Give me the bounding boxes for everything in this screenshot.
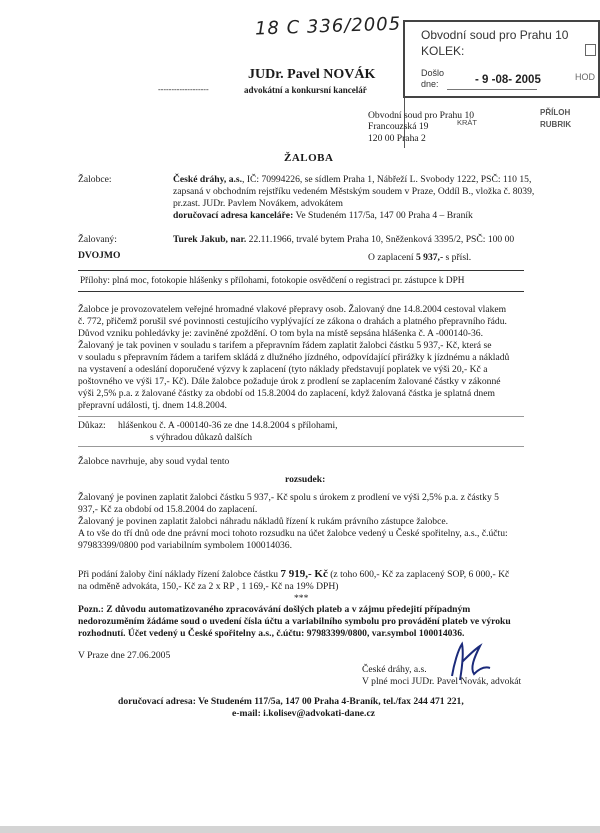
- body-line: č. 772, přičemž porušil své povinnosti cestujícího vyplývající ze zákona o drahách a platného přepravního řádu.: [78, 316, 507, 327]
- dvojmo-label: DVOJMO: [78, 250, 121, 261]
- payment-post: s přísl.: [443, 252, 472, 263]
- plaintiff-line-4: [173, 210, 473, 222]
- stamp-priloh: PŘÍLOH: [540, 108, 571, 117]
- signature-by: V plné moci JUDr. Pavel Novák, advokát: [362, 676, 522, 687]
- plaintiff-line-1: [173, 174, 531, 186]
- note-line: rozhodnutí. Účet vedený u České spořitelny a.s., č.účtu: 97983399/0800, var.symbol 100014036.: [78, 628, 465, 639]
- footer-line-1: doručovací adresa: Ve Studeném 117/5a, 147 00 Praha 4-Braník, tel./fax 244 471 221,: [118, 696, 464, 707]
- payment-pre: O zaplacení: [368, 252, 416, 263]
- verdict-line: Žalovaný je povinen zaplatit žalobci náhradu nákladů řízení k rukám právního zástupce žalobce.: [78, 516, 449, 527]
- recipient-line-2: Francouzská 19: [368, 121, 429, 132]
- body-line: Důvod vzniku pohledávky je: zaviněné zpoždění. O tom byla na místě sepsána hlášenka č. A -000140-36.: [78, 328, 483, 339]
- verdict-body: [78, 492, 508, 552]
- body-line: v souladu s přepravním řádem a tarifem skládá z dlužného jízdného, odpovídající přirážky k jízdnému a nákladů: [78, 352, 510, 363]
- stamp-date-line: [447, 89, 537, 90]
- letterhead-subtitle: advokátní a konkursní kancelář: [244, 85, 367, 95]
- verdict-line: Žalovaný je povinen zaplatit žalobci částku 5 937,- Kč spolu s úrokem z prodlení ve výši 2,5% p.a. z částky 5: [78, 492, 499, 503]
- body-line: na vystavení a odeslání doporučené výzvy k zaplacení (tyto náklady představují poplatek ve výši 20,- Kč a: [78, 364, 488, 375]
- verdict-title: rozsudek:: [285, 474, 326, 485]
- lawyer-name: JUDr. Pavel NOVÁK: [248, 67, 376, 82]
- place-date: V Praze dne 27.06.2005: [78, 650, 171, 661]
- recipient-line-3: 120 00 Praha 2: [368, 133, 426, 144]
- plaintiff-name: České dráhy, a.s.: [173, 174, 243, 185]
- costs-post: (z toho 600,- Kč za zaplacený SOP, 6 000,- Kč: [327, 569, 510, 580]
- stamp-doslo-label: Došlo: [421, 68, 445, 78]
- document-title: ŽALOBA: [284, 152, 334, 164]
- defendant-details: 22.11.1966, trvalé bytem Praha 10, Sněženková 3395/2, PSČ: 100 00: [246, 234, 515, 245]
- defendant-name: Turek Jakub, nar.: [173, 234, 247, 245]
- verdict-line: A to vše do tří dnů ode dne právní moci tohoto rozsudku na účet žalobce vedený u České spořitelny, a.s., č.účtu:: [78, 528, 508, 539]
- body-line: Žalovaný je tak povinen v souladu s tarifem a přepravním řádem zaplatit žalobci částku 5 937,- Kč, která se: [78, 340, 492, 351]
- costs-pre: Při podání žaloby činí náklady řízení žalobce částku: [78, 569, 281, 580]
- body-line: poštovného ve výši 17,- Kč). Dále žalobce požaduje úrok z prodlení se zaplacením žalované částky v zákonné: [78, 376, 501, 387]
- recipient-line-1: Obvodní soud pro Prahu 10: [368, 110, 475, 121]
- court-receipt-stamp: [403, 20, 600, 98]
- payment-claim: [368, 252, 471, 264]
- rule-top: [78, 270, 524, 271]
- stamp-rubrik: RUBRIK: [540, 120, 572, 129]
- body-line: Žalobce je provozovatelem veřejné hromadné vlakové přepravy osob. Žalovaný dne 14.8.2004 cestoval vlakem: [78, 304, 507, 315]
- signature-company: České dráhy, a.s.: [362, 664, 427, 675]
- stamp-hod: HOD: [575, 72, 595, 82]
- note-line: Pozn.: Z důvodu automatizovaného zpracovávání došlých plateb a v zájmu předejití případným: [78, 604, 471, 615]
- stars-separator: ***: [294, 593, 309, 604]
- stamp-krat: KRÁT: [457, 118, 478, 127]
- plaintiff-delivery-label: doručovací adresa kanceláře:: [173, 210, 294, 221]
- stamp-court-name: Obvodní soud pro Prahu 10: [421, 28, 569, 42]
- stamp-kolek: KOLEK:: [421, 44, 465, 58]
- claim-body: [78, 304, 509, 412]
- payment-amount: 5 937,-: [415, 252, 444, 263]
- body-line: výši 2,5% p.a. z žalované částky za období od 15.8.2004 do zaplacení, když žalovaná částka je splatná dnem: [78, 388, 495, 399]
- footer-line-2: e-mail: i.kolisev@advokati-dane.cz: [232, 708, 375, 719]
- stamp-received-date: - 9 -08- 2005: [475, 74, 541, 86]
- costs-line-1: [78, 568, 509, 581]
- letterhead-dashes: -------------------: [158, 85, 209, 94]
- evidence-label: Důkaz:: [78, 420, 106, 431]
- plaintiff-line-3: pr.zast. JUDr. Pavlem Novákem, advokátem: [173, 198, 343, 209]
- scan-edge: [0, 826, 600, 833]
- plaintiff-delivery-address: Ve Studeném 117/5a, 147 00 Praha 4 – Braník: [293, 210, 473, 221]
- rule-bottom: [78, 291, 524, 292]
- defendant-line: [173, 234, 514, 246]
- note-block: [78, 604, 511, 640]
- evidence-rule-bottom: [78, 446, 524, 447]
- costs-amount: 7 919,- Kč: [280, 568, 328, 580]
- defendant-label: Žalovaný:: [78, 234, 117, 245]
- verdict-line: 937,- Kč za období od 15.8.2004 do zaplacení.: [78, 504, 258, 515]
- note-line: nedorozuměním žádáme soud o uvedení čísla účtu a variabilního symbolu pro provádění plateb ve výroku: [78, 616, 511, 627]
- evidence-line-2: s výhradou důkazů dalších: [150, 432, 253, 443]
- stamp-box-icon: [585, 44, 596, 56]
- stamp-dne-label: dne:: [421, 79, 439, 89]
- body-line: přepravní události, tj. dnem 14.8.2004.: [78, 400, 227, 411]
- costs-line-2: na odměně advokáta, 150,- Kč za 2 x RP , 1 169,- Kč na 19% DPH): [78, 581, 339, 592]
- plaintiff-line-1-rest: , IČ: 70994226, se sídlem Praha 1, Nábřeží L. Svobody 1222, PSČ: 110 15,: [242, 174, 532, 185]
- plaintiff-line-2: zapsaná v obchodním rejstříku vedeném Městským soudem v Praze, Oddíl B., vložka č. 8039,: [173, 186, 535, 197]
- plaintiff-label: Žalobce:: [78, 174, 112, 185]
- evidence-rule-top: [78, 416, 524, 417]
- handwritten-case-number: 18 C 336/2005: [254, 13, 402, 40]
- proposal-line: Žalobce navrhuje, aby soud vydal tento: [78, 456, 230, 467]
- verdict-line: 97983399/0800 pod variabilním symbolem 100014036.: [78, 540, 292, 551]
- evidence-line-1: hlášenkou č. A -000140-36 ze dne 14.8.2004 s přílohami,: [118, 420, 338, 431]
- attachments-line: Přílohy: plná moc, fotokopie hlášenky s přílohami, fotokopie osvědčení o registraci pr. zástupce k DPH: [80, 276, 465, 286]
